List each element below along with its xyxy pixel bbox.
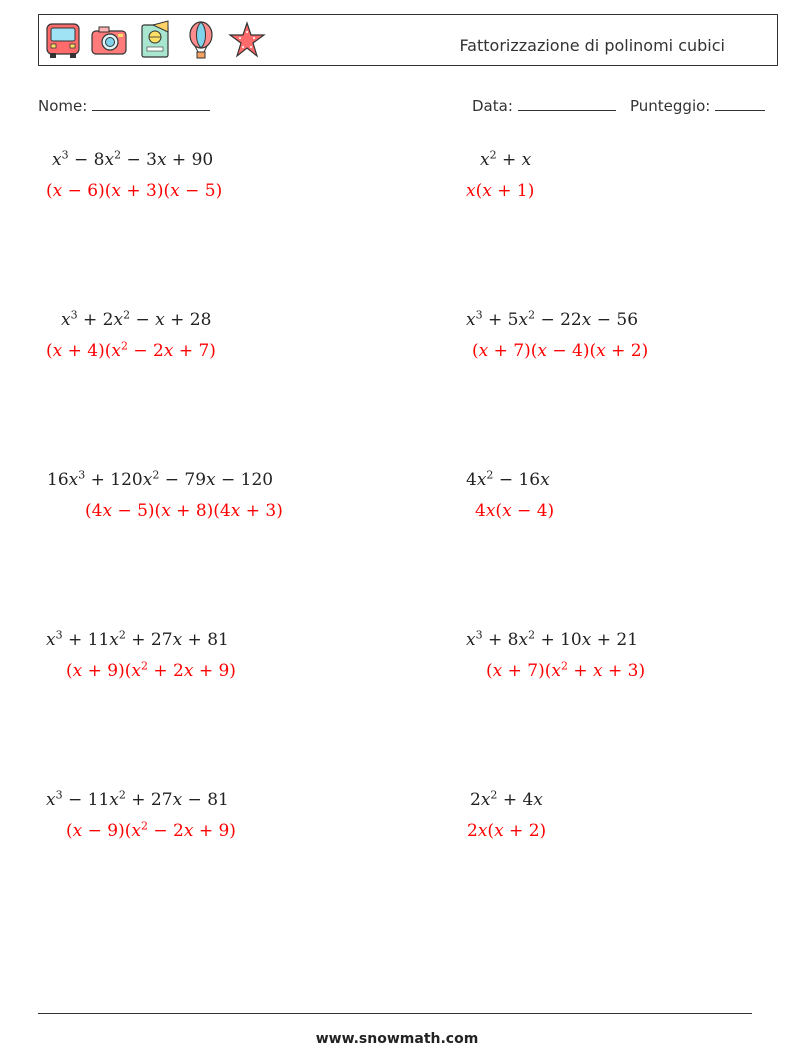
header-box	[38, 14, 778, 66]
score-blank[interactable]	[715, 96, 765, 111]
answer-5: (4x − 5)(x + 8)(4x + 3)	[85, 501, 283, 521]
score-label: Punteggio:	[630, 97, 711, 115]
starfish-icon	[227, 20, 267, 60]
name-label: Nome:	[38, 97, 88, 115]
answer-2: x(x + 1)	[466, 181, 535, 201]
problem-1: $x^3 - 8x^2 - 3x + 90$	[52, 148, 214, 170]
problem-8: $x^3 + 8x^2 + 10x + 21$	[466, 628, 639, 650]
date-field	[472, 96, 616, 115]
date-label: Data:	[472, 97, 513, 115]
header-icons	[43, 20, 267, 60]
hot-air-balloon-icon	[181, 20, 221, 60]
worksheet-title: Fattorizzazione di polinomi cubici	[459, 36, 725, 55]
problem-4: $x^3 + 5x^2 - 22x - 56$	[466, 308, 639, 330]
name-field	[38, 96, 210, 115]
answer-9: $(x - 9)(x^2 - 2x + 9)$	[66, 819, 236, 841]
score-field	[630, 96, 765, 115]
footer-url[interactable]: www.snowmath.com	[315, 1031, 479, 1047]
answer-1: (x − 6)(x + 3)(x − 5)	[46, 181, 223, 201]
problem-7: $x^3 + 11x^2 + 27x + 81$	[46, 628, 229, 650]
answer-3: $(x + 4)(x^2 - 2x + 7)$	[46, 339, 216, 361]
passport-icon	[135, 20, 175, 60]
problem-5: $16x^3 + 120x^2 - 79x - 120$	[47, 468, 274, 490]
answer-6: 4x(x − 4)	[475, 501, 555, 521]
footer-divider	[38, 1013, 752, 1014]
answer-4: (x + 7)(x − 4)(x + 2)	[472, 341, 649, 361]
name-blank[interactable]	[92, 96, 210, 111]
answer-8: $(x + 7)(x^2 + x + 3)$	[486, 659, 646, 681]
problem-2: $x^2 + x$	[480, 148, 532, 170]
problem-6: $4x^2 - 16x$	[466, 468, 550, 490]
answer-7: $(x + 9)(x^2 + 2x + 9)$	[66, 659, 236, 681]
problem-3: $x^3 + 2x^2 - x + 28$	[61, 308, 212, 330]
problem-9: $x^3 - 11x^2 + 27x - 81$	[46, 788, 229, 810]
problem-10: $2x^2 + 4x$	[470, 788, 543, 810]
answer-10: 2x(x + 2)	[467, 821, 547, 841]
camera-icon	[89, 20, 129, 60]
bus-icon	[43, 20, 83, 60]
date-blank[interactable]	[518, 96, 616, 111]
